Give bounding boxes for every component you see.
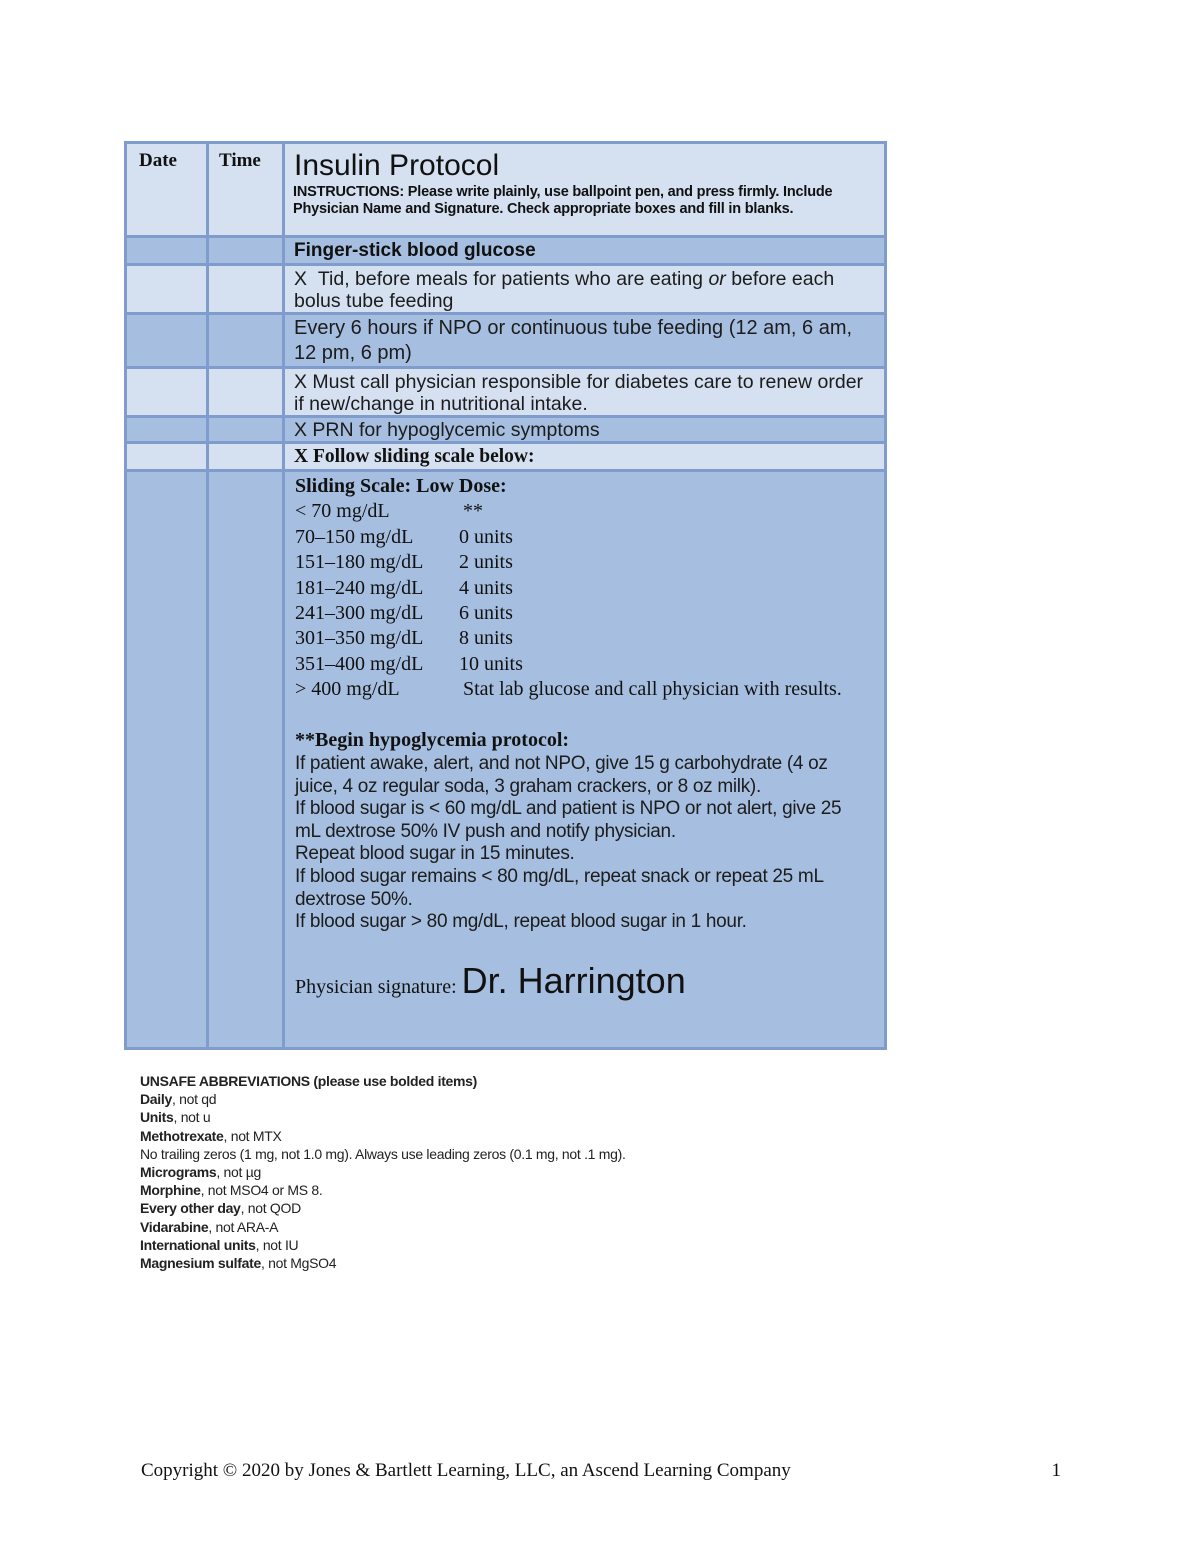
abbreviation-item	[140, 1163, 840, 1181]
scale-over-400-instruction: Stat lab glucose and call physician with results.	[463, 678, 842, 701]
finger-stick-cell	[284, 237, 886, 265]
hypo-line: If blood sugar is < 60 mg/dL and patient is NPO or not alert, give 25 mL dextrose 50% IV push and notify physician.	[295, 798, 842, 842]
time-cell[interactable]	[208, 265, 284, 314]
scale-row	[295, 626, 864, 651]
prn-option[interactable]: X PRN for hypoglycemic symptoms	[294, 419, 600, 441]
follow-cell	[284, 443, 886, 471]
protocol-title: Insulin Protocol	[294, 149, 500, 182]
scale-row	[295, 576, 864, 601]
abbreviation-item	[140, 1254, 840, 1272]
scale-row	[295, 652, 864, 677]
tid-text-or: or	[708, 268, 726, 290]
must-call-cell	[284, 368, 886, 417]
scale-dose: 6 units	[459, 602, 513, 625]
page-number: 1	[1051, 1460, 1061, 1481]
sliding-scale-title: Sliding Scale: Low Dose:	[295, 475, 507, 497]
abbreviation-avoid: , not u	[173, 1109, 211, 1126]
tid-option[interactable]	[285, 266, 884, 312]
hypo-line: If blood sugar remains < 80 mg/dL, repeat snack or repeat 25 mL dextrose 50%.	[295, 866, 824, 910]
date-cell[interactable]	[126, 443, 208, 471]
scale-range: 301–350 mg/dL	[295, 627, 424, 650]
date-cell[interactable]	[126, 314, 208, 368]
abbreviation-avoid: , not MTX	[223, 1127, 282, 1144]
unsafe-abbreviations-heading: UNSAFE ABBREVIATIONS (please use bolded items)	[140, 1073, 478, 1089]
time-cell[interactable]	[208, 471, 284, 1049]
abbreviation-preferred: Vidarabine	[140, 1218, 209, 1235]
abbreviation-preferred: International units	[140, 1236, 256, 1253]
abbreviation-avoid: , not ARA-A	[208, 1218, 279, 1235]
tid-text-a: Tid, before meals for patients who are eating	[317, 268, 709, 290]
abbreviation-avoid: , not µg	[216, 1164, 261, 1181]
physician-signature-label: Physician signature:	[295, 975, 462, 998]
abbreviation-item	[140, 1090, 840, 1108]
tid-text-b: before each bolus tube feeding	[294, 268, 835, 312]
date-cell[interactable]	[126, 265, 208, 314]
scale-range: < 70 mg/dL	[295, 500, 390, 523]
hypo-line: Repeat blood sugar in 15 minutes.	[295, 843, 575, 865]
scale-row	[295, 525, 864, 550]
date-cell[interactable]	[126, 237, 208, 265]
abbreviation-item	[140, 1181, 840, 1199]
tid-cell	[284, 265, 886, 314]
sliding-scale-cell	[284, 471, 886, 1049]
scale-range: 351–400 mg/dL	[295, 652, 424, 675]
scale-range: 241–300 mg/dL	[295, 602, 424, 625]
must-call-option[interactable]: X Must call physician responsible for diabetes care to renew order if new/change in nutritional intake.	[294, 371, 864, 415]
scale-row	[295, 601, 864, 626]
sliding-scale-block	[285, 472, 884, 1010]
abbreviation-preferred: Every other day	[140, 1200, 241, 1217]
time-cell[interactable]	[208, 237, 284, 265]
every6-cell	[284, 314, 886, 368]
title-cell	[284, 143, 886, 237]
time-header-cell	[208, 143, 284, 237]
hypoglycemia-protocol-title: **Begin hypoglycemia protocol:	[295, 728, 570, 751]
every6-option[interactable]: Every 6 hours if NPO or continuous tube feeding (12 am, 6 am, 12 pm, 6 pm)	[294, 317, 853, 364]
time-cell[interactable]	[208, 443, 284, 471]
scale-dose: 10 units	[459, 652, 523, 675]
page-footer	[141, 1460, 1061, 1482]
abbreviation-avoid: , not IU	[255, 1236, 299, 1253]
sliding-scale-row	[126, 471, 886, 1049]
scale-dose: 8 units	[459, 627, 513, 650]
abbreviation-preferred: Units	[140, 1109, 174, 1126]
time-cell[interactable]	[208, 368, 284, 417]
hypo-line: If patient awake, alert, and not NPO, give 15 g carbohydrate (4 oz juice, 4 oz regular soda, 3 graham crackers, or 8 oz milk).	[295, 753, 828, 797]
scale-row-over-400	[295, 677, 864, 702]
abbreviation-avoid: , not QOD	[240, 1200, 301, 1217]
abbreviation-preferred: Micrograms	[140, 1164, 217, 1181]
time-cell[interactable]	[208, 417, 284, 443]
abbreviation-avoid: , not MSO4 or MS 8.	[200, 1182, 323, 1199]
scale-dose: 4 units	[459, 576, 513, 599]
abbreviation-item	[140, 1199, 840, 1217]
unsafe-abbreviations	[140, 1072, 840, 1272]
finger-stick-heading: Finger-stick blood glucose	[294, 240, 536, 261]
physician-signature-line	[295, 960, 864, 1002]
physician-signature-name[interactable]: Dr. Harrington	[461, 959, 686, 1001]
time-column-header: Time	[219, 150, 261, 171]
copyright-text: Copyright © 2020 by Jones & Bartlett Learning, LLC, an Ascend Learning Company	[141, 1460, 791, 1481]
follow-sliding-scale-option[interactable]: X Follow sliding scale below:	[294, 446, 535, 467]
abbreviation-preferred: Magnesium sulfate	[140, 1255, 261, 1272]
date-cell[interactable]	[126, 368, 208, 417]
tid-row	[126, 265, 886, 314]
date-header-cell	[126, 143, 208, 237]
hypo-line: If blood sugar > 80 mg/dL, repeat blood sugar in 1 hour.	[295, 911, 747, 933]
abbreviation-preferred: Methotrexate	[140, 1127, 224, 1144]
abbreviation-preferred: Daily	[140, 1091, 172, 1108]
date-cell[interactable]	[126, 471, 208, 1049]
scale-row	[295, 550, 864, 575]
insulin-protocol-table	[124, 141, 887, 1050]
follow-row	[126, 443, 886, 471]
abbreviation-item	[140, 1236, 840, 1254]
finger-stick-row	[126, 237, 886, 265]
date-column-header: Date	[139, 150, 177, 171]
time-cell[interactable]	[208, 314, 284, 368]
scale-dose: 0 units	[459, 525, 513, 548]
scale-range: 181–240 mg/dL	[295, 576, 424, 599]
abbreviation-item	[140, 1108, 840, 1126]
scale-range: 70–150 mg/dL	[295, 525, 414, 548]
scale-range: 151–180 mg/dL	[295, 551, 424, 574]
abbreviation-item	[140, 1127, 840, 1145]
instructions-text: INSTRUCTIONS: Please write plainly, use ballpoint pen, and press firmly. Include Physician Name and Signature. Check appropriate boxes and fill in blanks.	[293, 184, 833, 217]
prn-row	[126, 417, 886, 443]
prn-cell	[284, 417, 886, 443]
abbreviation-item	[140, 1218, 840, 1236]
abbreviation-avoid: , not MgSO4	[260, 1255, 337, 1272]
scale-row	[295, 499, 864, 524]
must-call-row	[126, 368, 886, 417]
scale-dose: **	[463, 500, 483, 523]
abbreviation-preferred: Morphine	[140, 1182, 201, 1199]
every6-row	[126, 314, 886, 368]
abbreviation-avoid: , not qd	[171, 1091, 217, 1108]
scale-dose: 2 units	[459, 551, 513, 574]
tid-check-mark: X	[294, 268, 308, 290]
abbreviation-item	[140, 1145, 840, 1163]
scale-range: > 400 mg/dL	[295, 678, 400, 701]
abbreviation-avoid: No trailing zeros (1 mg, not 1.0 mg). Always use leading zeros (0.1 mg, not .1 mg).	[140, 1145, 626, 1162]
header-row	[126, 143, 886, 237]
date-cell[interactable]	[126, 417, 208, 443]
